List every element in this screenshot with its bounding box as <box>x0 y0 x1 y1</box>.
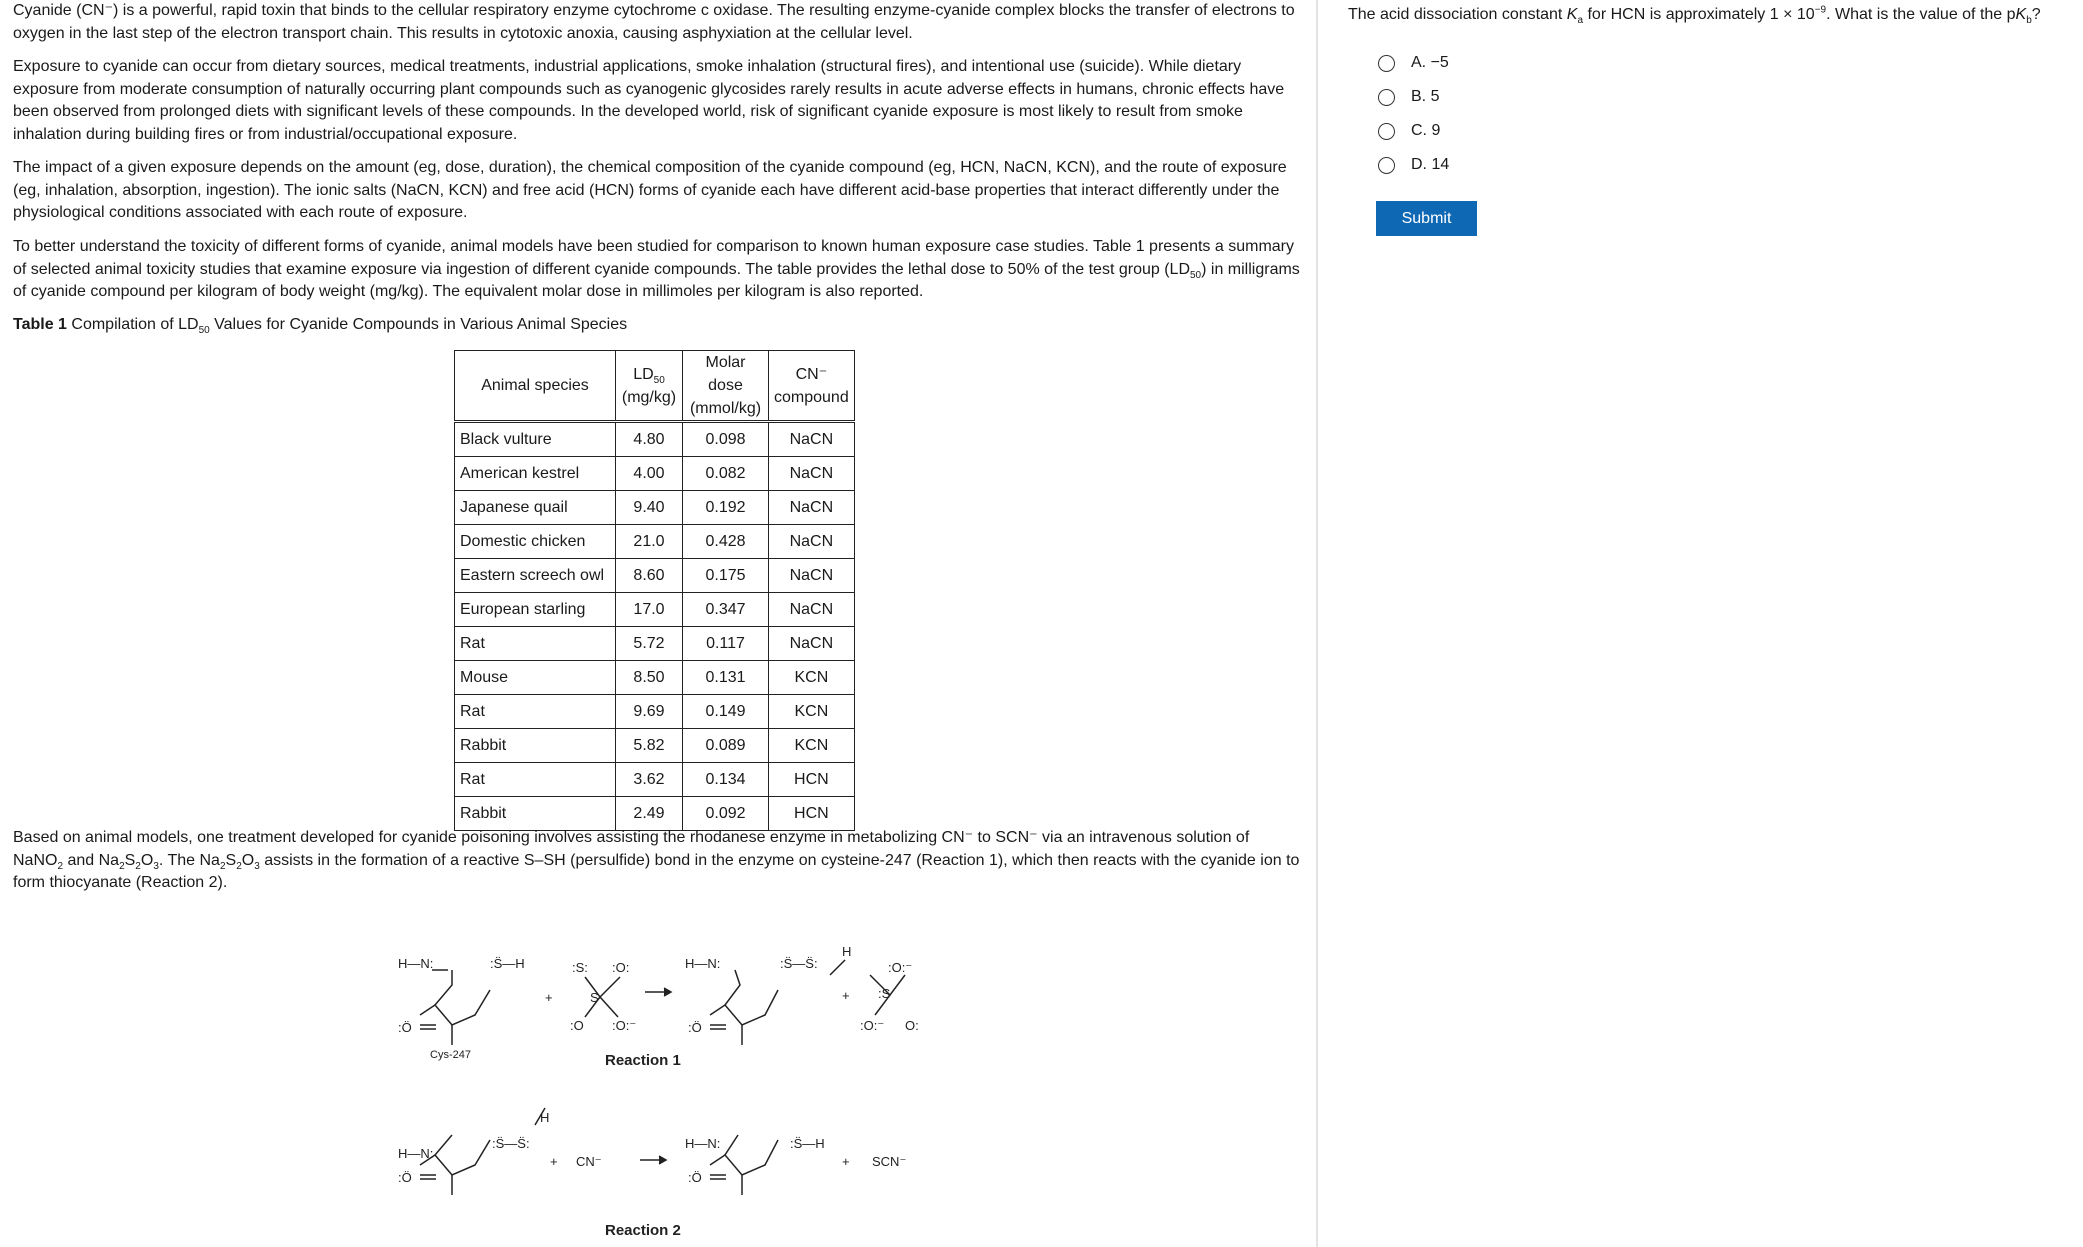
amine-label-4: H—N: <box>685 1136 721 1151</box>
persulfide-h-label: H <box>842 944 852 959</box>
header-ld50: $LD_{50}$ (mg/kg) <box>616 351 683 422</box>
sulfite-s-label: :S <box>878 986 891 1001</box>
cell-species: European starling <box>455 593 616 627</box>
cell-ld: 17.0 <box>616 593 683 627</box>
cell-species: Eastern screech owl <box>455 559 616 593</box>
question-pane <box>1320 0 2083 1247</box>
persulfide-h-label-2: H <box>540 1110 550 1125</box>
passage-paragraph-1: Cyanide (CN⁻) is a powerful, rapid toxin that binds to the cellular respiratory enzyme cytochrome c oxidase. The resulting enzyme-cyanide complex blocks the transfer of electrons to oxygen in the last step of the electron transport chain. This results in cytotoxic anoxia, causing asphyxiation at the cellular level. <box>13 2 1295 42</box>
thiosulfate-o2-label: :O <box>570 1018 584 1033</box>
table-row <box>455 763 855 797</box>
question-text: The acid dissociation constant $K_a$ for HCN is approximately $1 \times 10^{-9}$. What is the value of the $pK_b$? <box>1348 4 2041 27</box>
cell-ld: 5.82 <box>616 729 683 763</box>
radio-button[interactable] <box>1378 55 1395 72</box>
cell-molar: 0.117 <box>683 627 769 661</box>
cell-compound: NaCN <box>769 559 855 593</box>
reaction-2-label: Reaction 2 <box>605 1222 681 1239</box>
table-row <box>455 729 855 763</box>
thiosulfate-o-label: :O: <box>612 960 630 975</box>
cell-molar: 0.134 <box>683 763 769 797</box>
ld50-table <box>454 350 855 831</box>
reaction-1-label: Reaction 1 <box>605 1052 681 1069</box>
cell-species: Rat <box>455 695 616 729</box>
thiol-label-1: :S̈—H <box>490 956 525 971</box>
cell-molar: 0.082 <box>683 457 769 491</box>
table-row <box>455 491 855 525</box>
cell-species: American kestrel <box>455 457 616 491</box>
passage-paragraph-4: To better understand the toxicity of different forms of cyanide, animal models have been studied for comparison to known human exposure case studies. Table 1 presents a summary of selected animal toxicity studies that examine exposure via ingestion of different cyanide compounds. The table provides the lethal dose to 50% of the test group $(LD_{50})$ in milligrams of cyanide compound per kilogram of body weight (mg/kg). The equivalent molar dose in millimoles per kilogram is also reported. <box>13 238 1300 300</box>
cell-compound: NaCN <box>769 525 855 559</box>
answer-choice-a[interactable] <box>1378 46 1449 80</box>
cell-species: Rabbit <box>455 797 616 831</box>
cell-ld: 8.50 <box>616 661 683 695</box>
cell-molar: 0.175 <box>683 559 769 593</box>
cell-ld: 9.69 <box>616 695 683 729</box>
cell-compound: NaCN <box>769 491 855 525</box>
cell-molar: 0.347 <box>683 593 769 627</box>
cyanide-label: CN⁻ <box>576 1154 602 1169</box>
cell-compound: NaCN <box>769 422 855 457</box>
cell-ld: 3.62 <box>616 763 683 797</box>
sulfite-o2-label: :O:⁻ <box>860 1018 885 1033</box>
cys-label: Cys-247 <box>430 1049 471 1061</box>
cell-molar: 0.131 <box>683 661 769 695</box>
radio-button[interactable] <box>1378 123 1395 140</box>
table-row <box>455 695 855 729</box>
answer-choice-b[interactable] <box>1378 80 1449 114</box>
answer-choices <box>1378 46 1449 182</box>
thiol-label-2: :S̈—H <box>790 1136 825 1151</box>
cell-compound: HCN <box>769 797 855 831</box>
radio-button[interactable] <box>1378 89 1395 106</box>
header-species: Animal species <box>455 351 616 422</box>
table-row <box>455 797 855 831</box>
answer-choice-d[interactable] <box>1378 148 1449 182</box>
cell-molar: 0.192 <box>683 491 769 525</box>
cell-compound: NaCN <box>769 627 855 661</box>
cell-species: Black vulture <box>455 422 616 457</box>
answer-choice-label: A. −5 <box>1411 54 1449 71</box>
sulfite-o-label: :O:⁻ <box>888 960 913 975</box>
table-row <box>455 422 855 457</box>
cell-compound: KCN <box>769 695 855 729</box>
cell-compound: KCN <box>769 661 855 695</box>
carbonyl-label-1: :Ö <box>398 1020 412 1035</box>
amine-label-2: H—N: <box>685 956 721 971</box>
sulfite-o3-label: O: <box>905 1018 919 1033</box>
cell-ld: 4.80 <box>616 422 683 457</box>
header-cn-compound: CN⁻ compound <box>769 351 855 422</box>
cell-molar: 0.089 <box>683 729 769 763</box>
cell-species: Japanese quail <box>455 491 616 525</box>
table-row <box>455 457 855 491</box>
reaction-scheme <box>380 930 940 1240</box>
plus-4: + <box>842 1154 850 1169</box>
passage-paragraph-5: Based on animal models, one treatment developed for cyanide poisoning involves assisting the rhodanese enzyme in metabolizing CN⁻ to SCN⁻ via an intravenous solution of NaNO$_2$ and $Na_2S_2O_3$. The $Na_2S_2O_3$ assists in the formation of a reactive S–SH (persulfide) bond in the enzyme on cysteine-247 (Reaction 1), which then reacts with the cyanide ion to form thiocyanate (Reaction 2). <box>13 829 1300 891</box>
thiosulfate-s-label: :S: <box>572 960 588 975</box>
cell-molar: 0.092 <box>683 797 769 831</box>
passage-paragraph-3: The impact of a given exposure depends on the amount (eg, dose, duration), the chemical composition of the cyanide compound (eg, HCN, NaCN, KCN), and the route of exposure (eg, inhalation, absorption, ingestion). The ionic salts (NaCN, KCN) and free acid (HCN) forms of cyanide each have different acid-base properties that interact differently under the physiological conditions associated with each route of exposure. <box>13 159 1287 221</box>
radio-button[interactable] <box>1378 157 1395 174</box>
table-row <box>455 525 855 559</box>
answer-choice-label: D. 14 <box>1411 156 1450 173</box>
amine-label-1: H—N: <box>398 956 434 971</box>
cell-molar: 0.428 <box>683 525 769 559</box>
cell-compound: NaCN <box>769 457 855 491</box>
answer-choice-label: B. 5 <box>1411 88 1440 105</box>
header-molar-dose: Molar dose (mmol/kg) <box>683 351 769 422</box>
thiosulfate-o3-label: :O:⁻ <box>612 1018 637 1033</box>
cell-species: Rabbit <box>455 729 616 763</box>
carbonyl-label-3: :Ö <box>398 1170 412 1185</box>
table-row <box>455 661 855 695</box>
plus-2: + <box>842 988 850 1003</box>
thiocyanate-label: SCN⁻ <box>872 1154 907 1169</box>
cell-compound: KCN <box>769 729 855 763</box>
cell-species: Domestic chicken <box>455 525 616 559</box>
cell-ld: 2.49 <box>616 797 683 831</box>
submit-button[interactable]: Submit <box>1376 201 1477 236</box>
cell-molar: 0.098 <box>683 422 769 457</box>
table-row <box>455 627 855 661</box>
persulfide-label-2: :S̈—S̈: <box>492 1136 530 1151</box>
answer-choice-c[interactable] <box>1378 114 1449 148</box>
cell-ld: 9.40 <box>616 491 683 525</box>
plus-1: + <box>545 990 553 1005</box>
passage-paragraph-2: Exposure to cyanide can occur from dietary sources, medical treatments, industrial applications, smoke inhalation (structural fires), and intentional use (suicide). While dietary exposure from moderate consumption of naturally occurring plant compounds such as cyanogenic glycosides rarely results in acute adverse effects in humans, chronic effects have been observed from prolonged diets with significant levels of these compounds. In the developed world, risk of significant cyanide exposure is most likely to result from smoke inhalation during building fires or from industrial/occupational exposure. <box>13 58 1285 143</box>
answer-choice-label: C. 9 <box>1411 122 1441 139</box>
cell-species: Rat <box>455 763 616 797</box>
table-caption: Table 1 Compilation of $LD_{50}$ Values for Cyanide Compounds in Various Animal Species <box>13 316 628 337</box>
thiosulfate-center-label: S <box>590 990 599 1005</box>
cell-ld: 5.72 <box>616 627 683 661</box>
cell-ld: 8.60 <box>616 559 683 593</box>
cell-species: Rat <box>455 627 616 661</box>
persulfide-label-1: :S̈—S̈: <box>780 956 818 971</box>
cell-ld: 4.00 <box>616 457 683 491</box>
plus-3: + <box>550 1154 558 1169</box>
carbonyl-label-4: :Ö <box>688 1170 702 1185</box>
cell-species: Mouse <box>455 661 616 695</box>
table-row <box>455 559 855 593</box>
carbonyl-label-2: :Ö <box>688 1020 702 1035</box>
cell-ld: 21.0 <box>616 525 683 559</box>
amine-label-3: H—N: <box>398 1146 434 1161</box>
cell-compound: HCN <box>769 763 855 797</box>
cell-compound: NaCN <box>769 593 855 627</box>
cell-molar: 0.149 <box>683 695 769 729</box>
table-row <box>455 593 855 627</box>
